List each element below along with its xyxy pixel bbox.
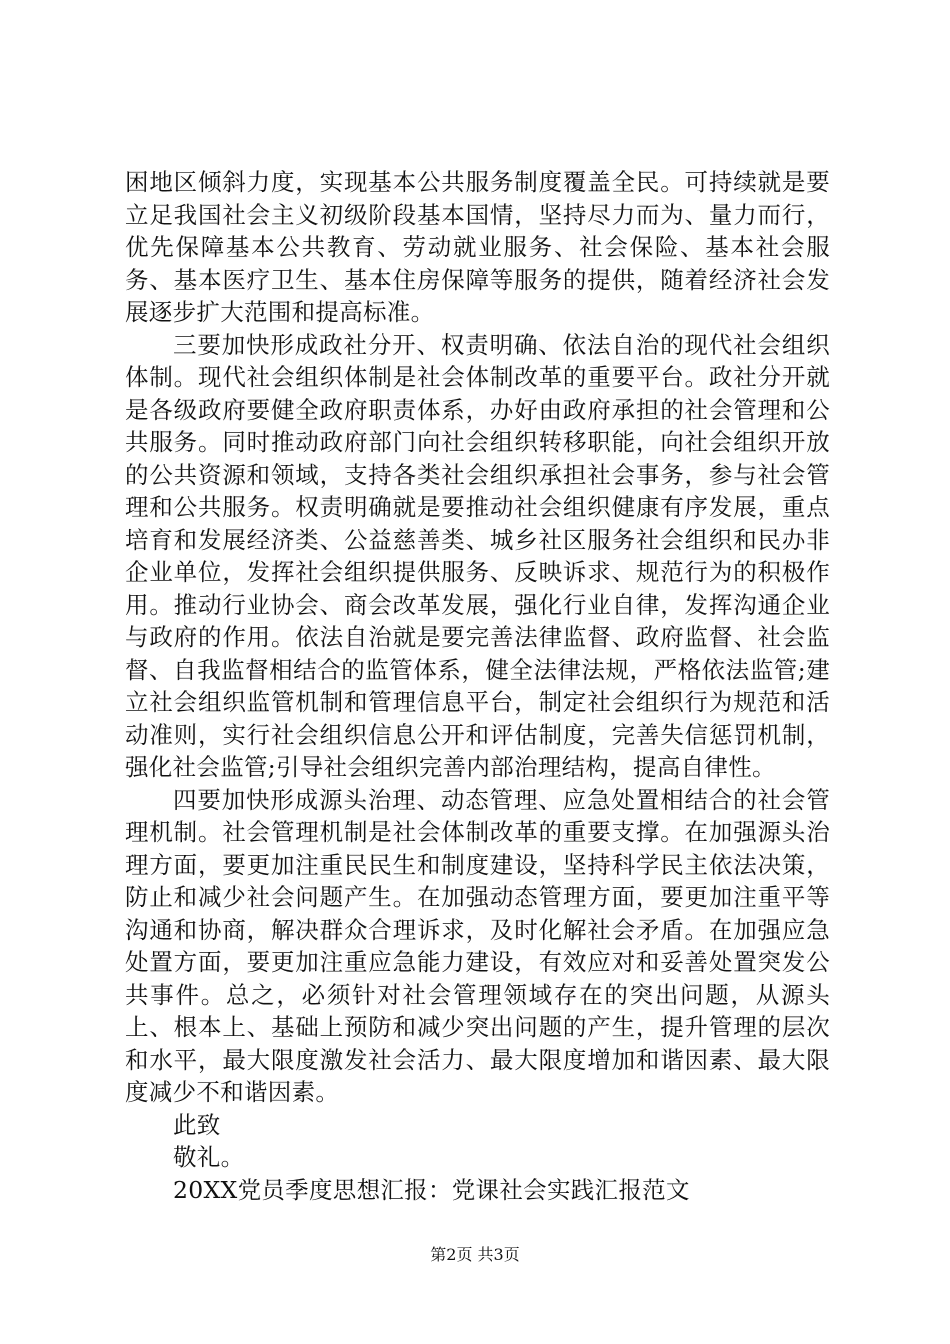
paragraph-social-organization-system: 三要加快形成政社分开、权责明确、依法自治的现代社会组织体制。现代社会组织体制是社会体制改革的重要平台。政社分开就是各级政府要健全政府职责体系，办好由政府承担的社会管理和公共服务。同时推动政府部门向社会组织转移职能，向社会组织开放的公共资源和领域，支持各类社会组织承担社会事务，参与社会管理和公共服务。权责明确就是要推动社会组织健康有序发展，重点培育和发展经济类、公益慈善类、城乡社区服务社会组织和民办非企业单位，发挥社会组织提供服务、反映诉求、规范行为的积极作用。推动行业协会、商会改革发展，强化行业自律，发挥沟通企业与政府的作用。依法自治就是要完善法律监督、政府监督、社会监督、自我监督相结合的监管体系，健全法律法规，严格依法监管;建立社会组织监管机制和管理信息平台，制定社会组织行为规范和活动准则，实行社会组织信息公开和评估制度，完善失信惩罚机制，强化社会监管;引导社会组织完善内部治理结构，提高自律性。 [125,330,830,781]
paragraph-social-management-mechanism: 四要加快形成源头治理、动态管理、应急处置相结合的社会管理机制。社会管理机制是社会体制改革的重要支撑。在加强源头治理方面，要更加注重民民生和制度建设，坚持科学民主依法决策，防止和减少社会问题产生。在加强动态管理方面，要更加注重平等沟通和协商，解决群众合理诉求，及时化解社会矛盾。在加强应急处置方面，要更加注重应急能力建设，有效应对和妥善处置突发公共事件。总之，必须针对社会管理领域存在的突出问题，从源头上、根本上、基础上预防和减少突出问题的产生，提升管理的层次和水平，最大限度激发社会活力、最大限度增加和谐因素、最大限度减少不和谐因素。 [125,785,830,1106]
document-body [125,166,830,1206]
closing-salutation: 此致 [173,1110,221,1139]
next-article-title: 20XX党员季度思想汇报：党课社会实践汇报范文 [173,1175,690,1204]
closing-regards: 敬礼。 [173,1143,245,1171]
page-number-footer: 第2页 共3页 [430,1245,520,1264]
paragraph-continuation: 困地区倾斜力度，实现基本公共服务制度覆盖全民。可持续就是要立足我国社会主义初级阶段基本国情，坚持尽力而为、量力而行，优先保障基本公共教育、劳动就业服务、社会保险、基本社会服务、基本医疗卫生、基本住房保障等服务的提供，随着经济社会发展逐步扩大范围和提高标准。 [125,168,830,326]
